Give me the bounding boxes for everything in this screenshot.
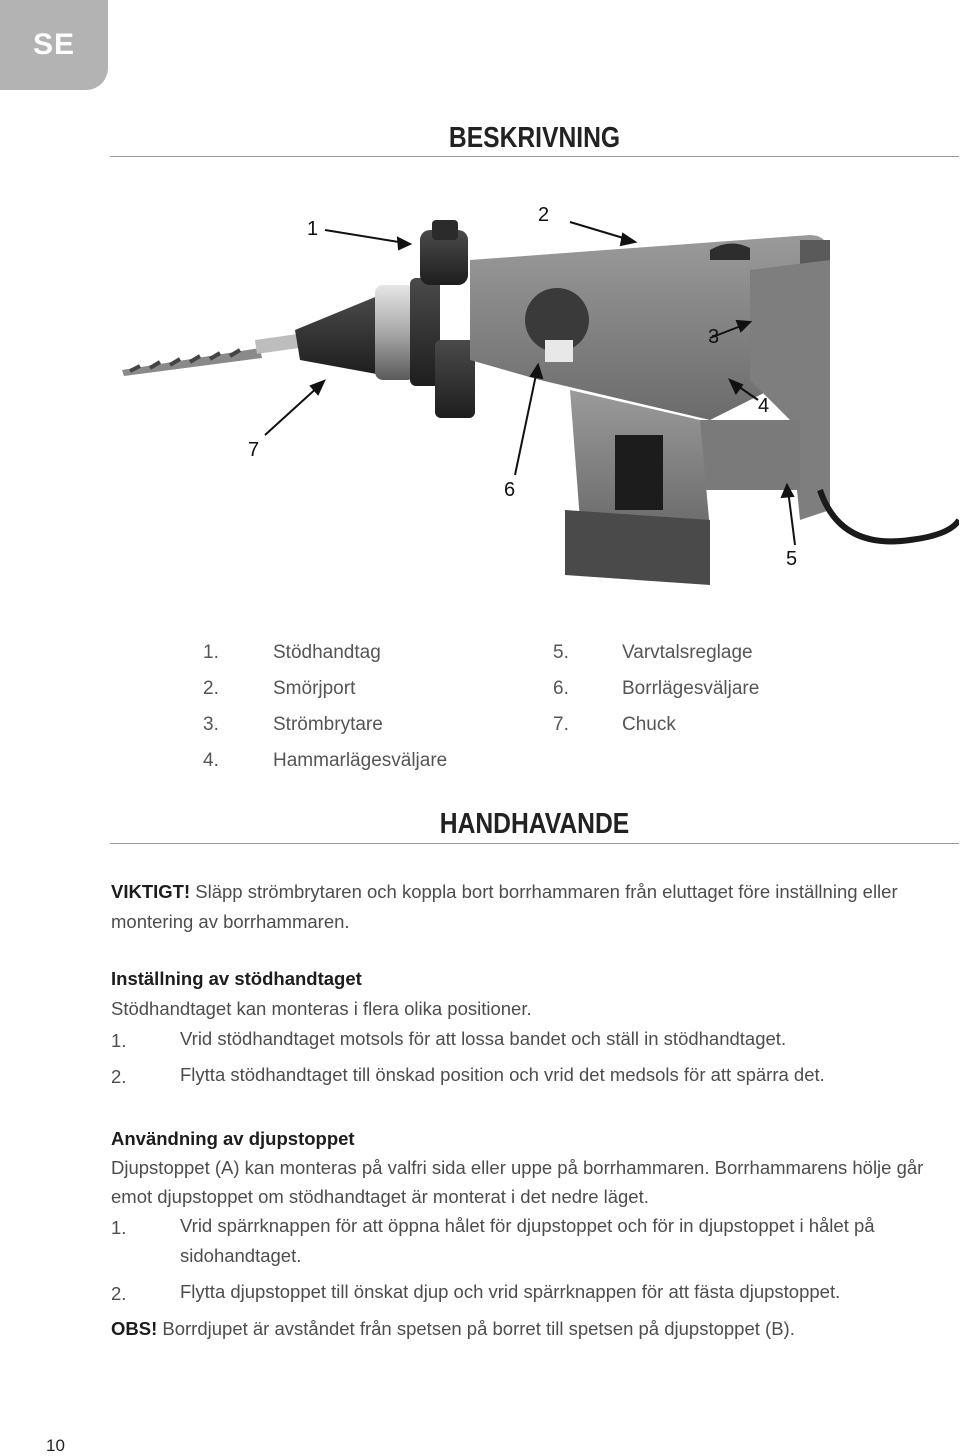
legend-num: 5. [553,642,569,663]
callout-2: 2 [538,204,550,226]
drill-body [470,235,959,585]
step-text: Flytta stödhandtaget till önskad position och vrid det medsols för att spärra det. [180,1064,825,1085]
legend-num: 2. [203,678,219,699]
page-number: 10 [46,1436,65,1455]
step-number: 2. [111,1283,127,1304]
warning-text: Släpp strömbrytaren och koppla bort borrhammaren från eluttaget före inställning eller [190,881,898,902]
legend-label: Strömbrytare [273,714,383,735]
step-text: Flytta djupstoppet till önskat djup och vrid spärrknappen för att fästa djupstoppet. [180,1281,841,1302]
language-tab: SE [0,0,108,90]
step-number: 2. [111,1066,127,1087]
legend-label: Hammarlägesväljare [273,750,448,771]
callout-4: 4 [758,395,770,417]
callout-7: 7 [248,439,260,461]
section-title-operation: HANDHAVANDE [439,808,630,840]
subsection-intro-cont: emot djupstoppet om stödhandtaget är monterat i det nedre läget. [111,1186,649,1207]
section-divider [110,156,959,157]
warning-paragraph [111,877,898,907]
section-title-description: BESKRIVNING [448,122,621,154]
step-text: Vrid spärrknappen för att öppna hålet för djupstoppet och för in djupstoppet i hålet på [180,1215,875,1236]
step-text-cont: sidohandtaget. [180,1245,302,1266]
section-divider [110,843,959,844]
step-number: 1. [111,1217,127,1238]
legend-num: 1. [203,642,219,663]
note-paragraph [111,1314,795,1344]
warning-paragraph-cont: montering av borrhammaren. [111,911,350,932]
callout-3: 3 [708,326,720,348]
legend-num: 3. [203,714,219,735]
step-number: 1. [111,1030,127,1051]
legend-label: Borrlägesväljare [622,678,760,699]
legend-num: 7. [553,714,569,735]
drill-illustration [110,190,959,590]
note-text: Borrdjupet är avståndet från spetsen på borret till spetsen på djupstoppet (B). [157,1318,795,1339]
drill-figure [110,190,959,590]
callout-5: 5 [786,548,798,570]
warning-label: VIKTIGT! [111,881,191,902]
subsection-intro: Stödhandtaget kan monteras i flera olika positioner. [111,998,532,1019]
drill-bit [122,334,302,376]
legend-num: 6. [553,678,569,699]
subsection-title-support-handle: Inställning av stödhandtaget [111,968,362,989]
note-label: OBS! [111,1318,158,1339]
subsection-title-depth-stop: Användning av djupstoppet [111,1128,355,1149]
legend-label: Chuck [622,714,676,735]
chuck [295,278,440,386]
callout-1: 1 [307,218,319,240]
legend-label: Varvtalsreglage [622,642,753,663]
legend-num: 4. [203,750,219,771]
step-text: Vrid stödhandtaget motsols för att lossa bandet och ställ in stödhandtaget. [180,1028,787,1049]
subsection-intro: Djupstoppet (A) kan monteras på valfri sida eller uppe på borrhammaren. Borrhammarens hölje går [111,1157,924,1178]
legend-label: Smörjport [273,678,356,699]
legend-label: Stödhandtag [273,642,381,663]
callout-6: 6 [504,479,516,501]
